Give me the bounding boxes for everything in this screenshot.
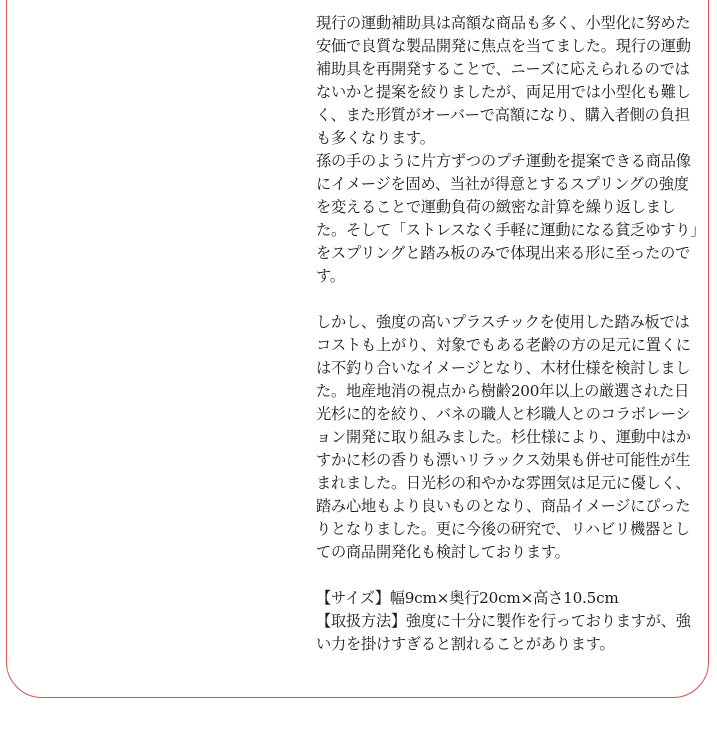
paragraph-spacer [316, 564, 700, 587]
spec-size: 【サイズ】幅9cm×奥行20cm×高さ10.5cm [316, 589, 619, 607]
spec-handling: 【取扱方法】強度に十分に製作を行っておりますが、強い力を掛けすぎると割れることがあります。 [316, 612, 691, 653]
article-body [316, 12, 700, 656]
paragraph-spacer [316, 288, 700, 311]
paragraph-product-concept: 孫の手のように片方ずつのプチ運動を提案できる商品像にイメージを固め、当社が得意とするスプリングの強度を変えることで運動負荷の緻密な計算を繰り返しました。そして「ストレスなく手軽に運動になる貧乏ゆすり」をスプリングと踏み板のみで体現出来る形に至ったのです。 [316, 152, 698, 285]
paragraph-development-focus: 現行の運動補助具は高額な商品も多く、小型化に努めた安価で良質な製品開発に焦点を当てました。現行の運動補助具を再開発することで、ニーズに応えられるのではないかと提案を絞りましたが、両足用では小型化も難しく、また形質がオーバーで高額になり、購入者側の負担も多くなります。 [316, 14, 691, 147]
paragraph-material-development: しかし、強度の高いプラスチックを使用した踏み板ではコストも上がり、対象でもある老齢の方の足元に置くには不釣り合いなイメージとなり、木材仕様を検討しました。地産地消の視点から樹齢200年以上の厳選された日光杉に的を絞り、バネの職人と杉職人とのコラボレーション開発に取り組みました。杉仕様により、運動中はかすかに杉の香りも漂いリラックス効果も併せ可能性が生まれました。日光杉の和やかな雰囲気は足元に優しく、踏み心地もより良いものとなり、商品イメージにぴったりとなりました。更に今後の研究で、リハビリ機器としての商品開発化も検討しております。 [316, 313, 691, 561]
